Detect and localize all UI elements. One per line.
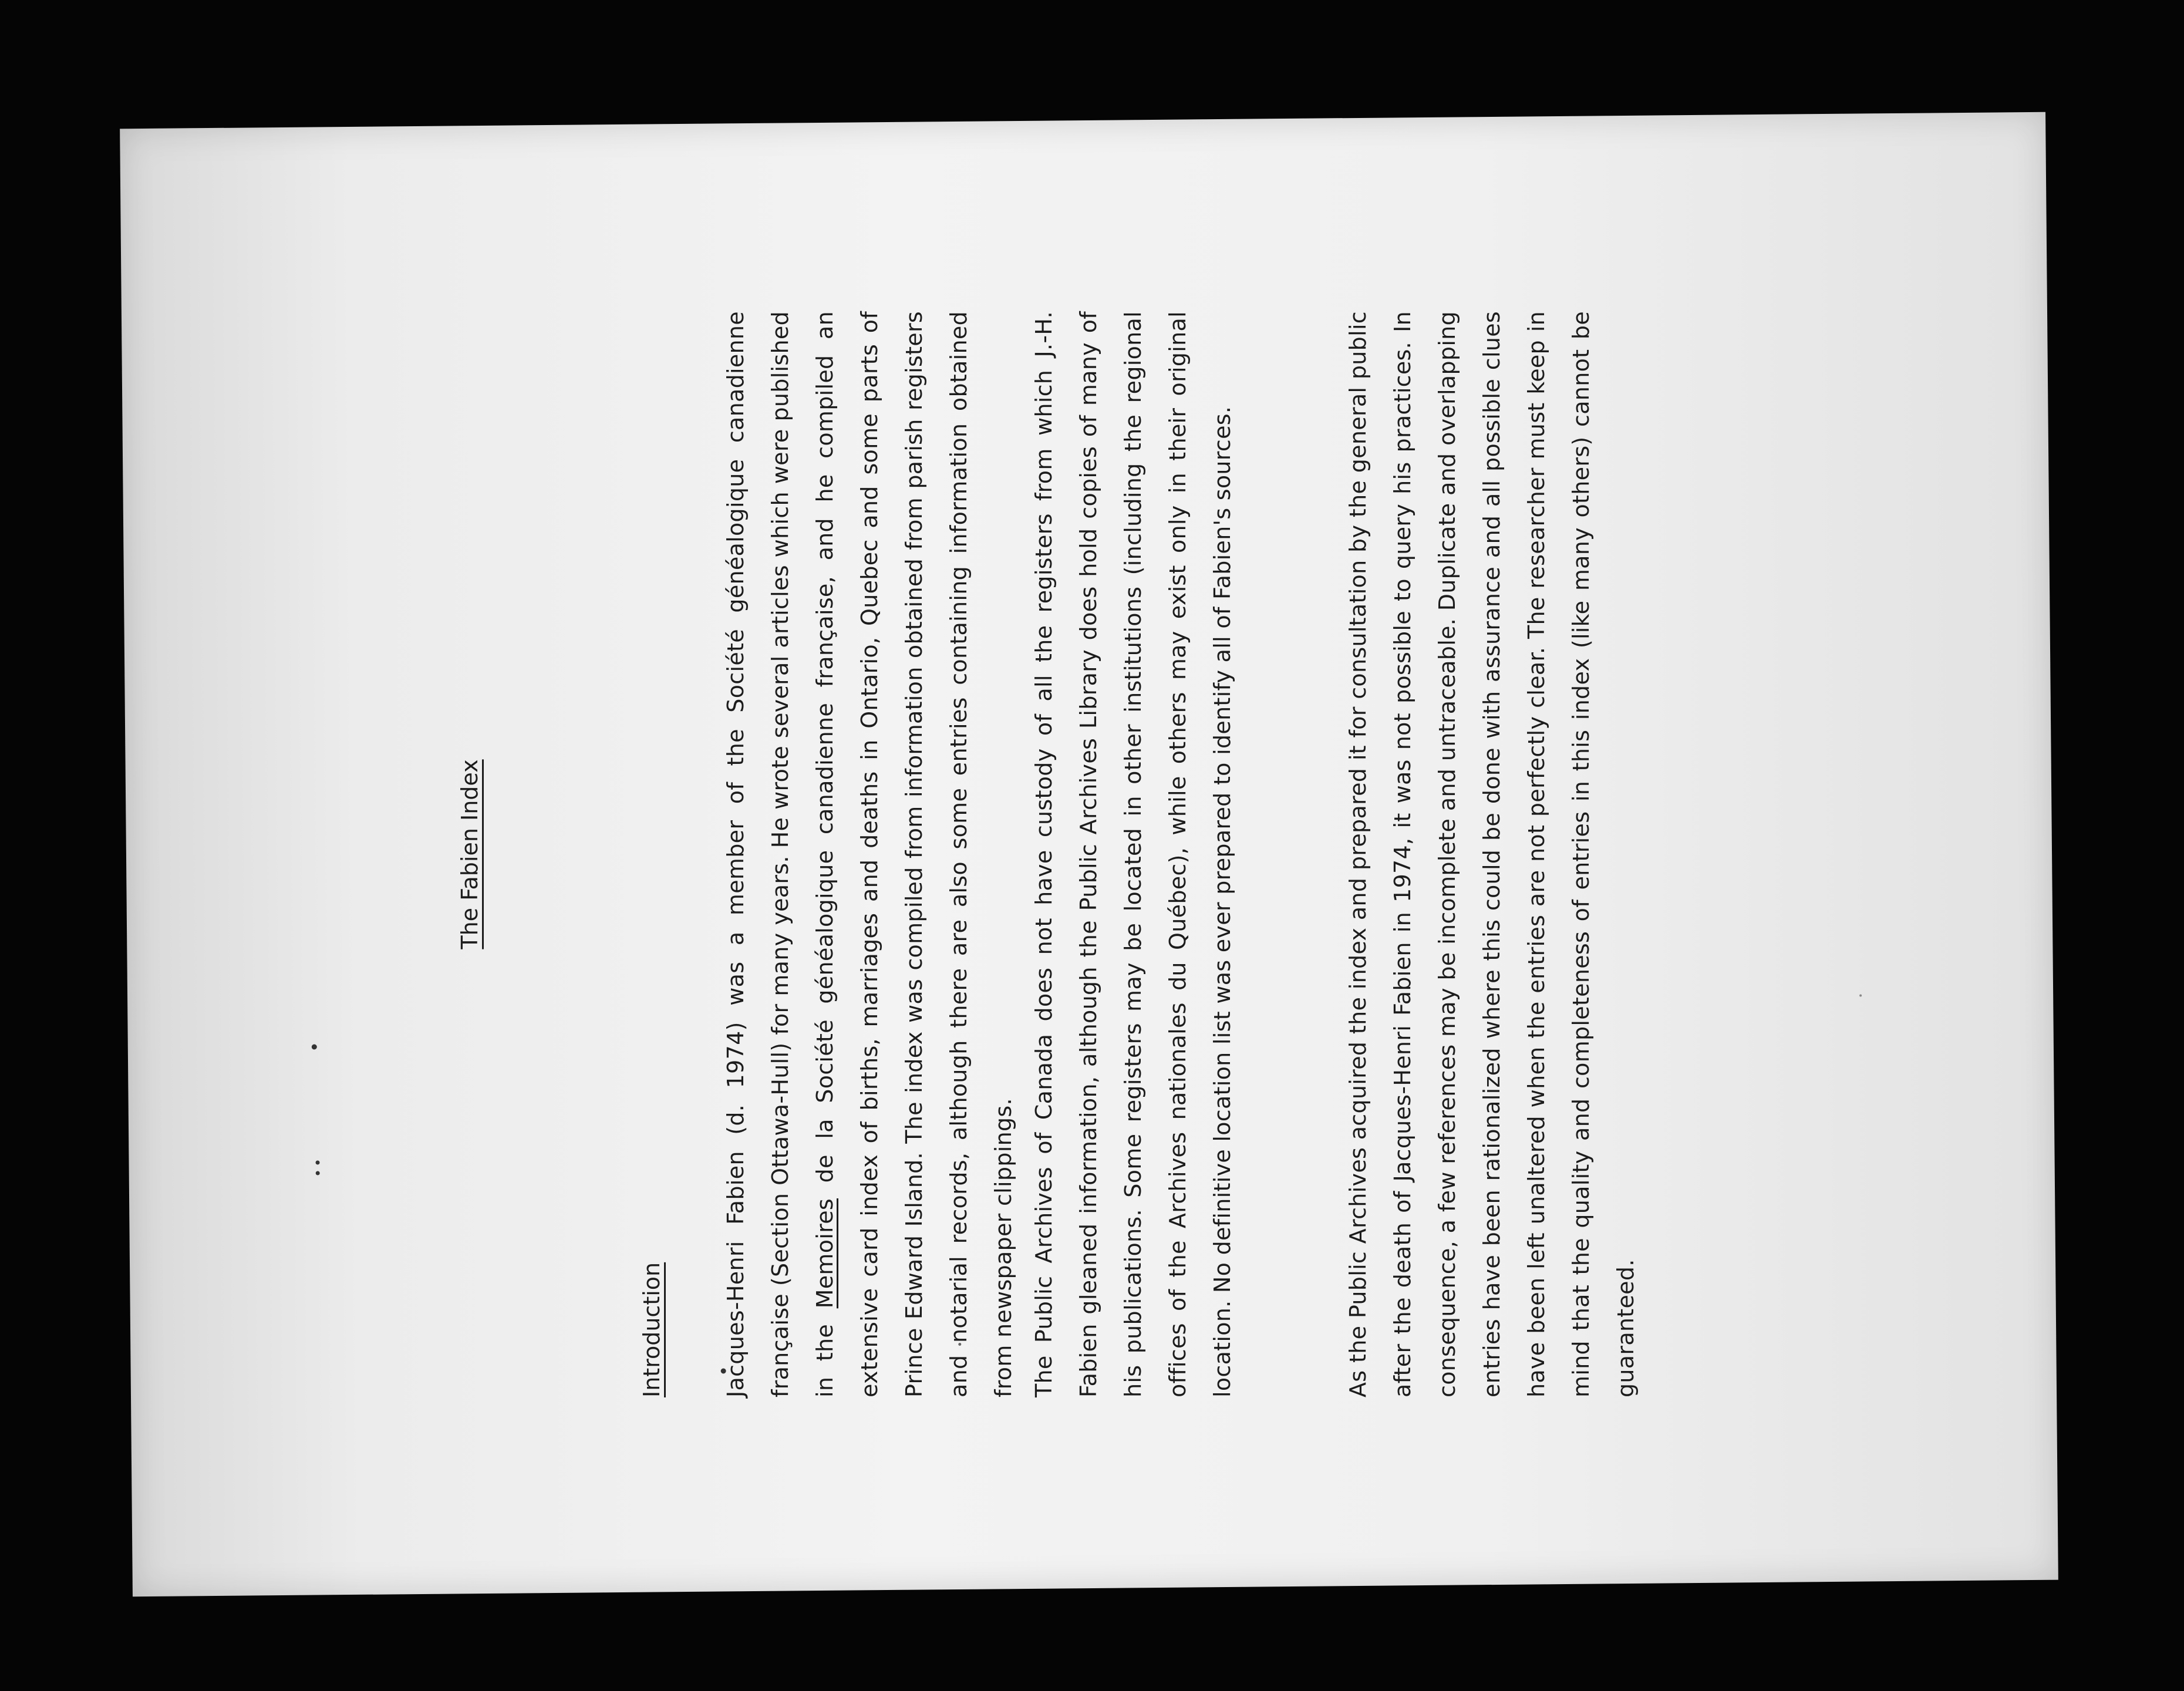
document-title-text: The Fabien Index bbox=[457, 759, 483, 949]
paragraph-3: As the Public Archives acquired the index and prepared it for consultation by the general public after the death of Jacques-Henri Fabien in 1974, it was not possible to query his practices. In consequence, a few references may be incomplete and untraceable. Duplicate and overlapping entries have been rationalized where this could be done with assurance and all possible clues have been left unaltered when the entries are not perfectly clear. The researcher must keep in mind that the quality and completeness of entries in this index (like many others) cannot be guaranteed. bbox=[1345, 311, 1639, 1397]
underlined-publication-title: Memoires bbox=[812, 1198, 838, 1309]
document-title bbox=[455, 311, 484, 1397]
dust-speck bbox=[316, 1160, 320, 1164]
paragraph-2: The Public Archives of Canada does not have custody of all the registers from which J.-H. Fabien gleaned information, although the Public Archives Library does hold copies of many of his publications. Some registers may be located in other institutions (including the regional offices of the Archives nationales du Québec), while others may exist only in their original location. No definitive location list was ever prepared to identify all of Fabien's sources. bbox=[1031, 311, 1235, 1397]
document-page bbox=[455, 311, 1805, 1397]
section-heading bbox=[637, 1262, 666, 1397]
dust-speck bbox=[1859, 995, 1862, 997]
paragraph-1-text-end: de la Société généalogique canadienne française, and he compiled an extensive card index of births, marriages and deaths in Ontario, Quebec and some parts of Prince Edward Island. The index was compiled from information obtained from parish registers and notarial records, although there are also some entries containing information obtained from newspaper clippings. bbox=[812, 311, 1016, 1397]
paragraph-1-text-start: Jacques-Henri Fabien (d. 1974) was a member of the Société généalogique canadienne française (Section Ottawa-Hull) for many years. He wrote several articles which were published in the bbox=[723, 311, 838, 1397]
dust-speck bbox=[316, 1171, 320, 1175]
section-heading-text: Introduction bbox=[639, 1262, 665, 1397]
dust-speck bbox=[312, 1044, 317, 1049]
paragraph-1 bbox=[713, 311, 1026, 1397]
